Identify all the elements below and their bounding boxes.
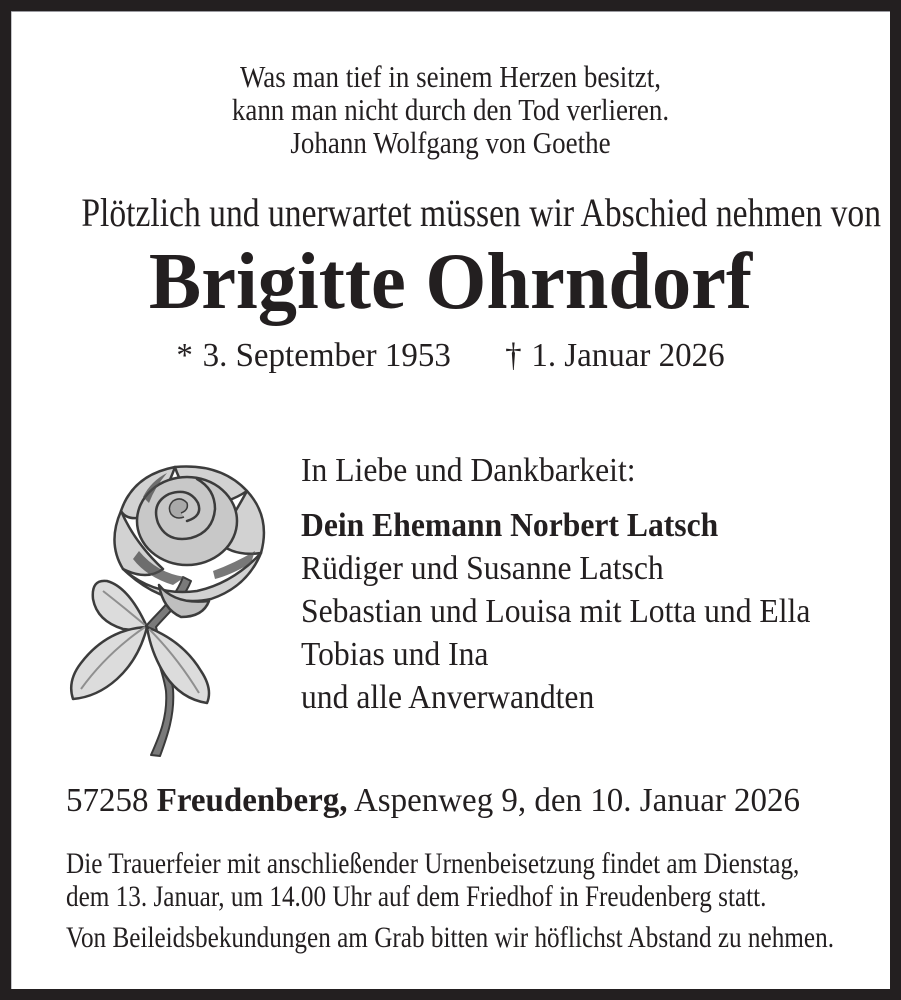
rose-illustration	[63, 459, 281, 757]
mourner-line: Tobias und Ina	[301, 636, 489, 673]
condolence-note: Von Beileidsbekundungen am Grab bitten wir höflichst Abstand zu nehmen.	[66, 921, 835, 954]
mourner-line: Dein Ehemann Norbert Latsch	[301, 507, 719, 544]
mourner-line: Rüdiger und Susanne Latsch	[301, 550, 664, 587]
mourner-line: und alle Anverwandten	[301, 679, 595, 716]
funeral-info	[66, 847, 799, 913]
birth-date-text: 3. September 1953	[202, 337, 451, 374]
mourner-line: Sebastian und Louisa mit Lotta und Ella	[301, 593, 811, 630]
quote-attribution: Johann Wolfgang von Goethe	[290, 125, 611, 160]
announcement-intro: Plötzlich und unerwartet müssen wir Abschied nehmen von	[81, 190, 882, 235]
mourners-block	[301, 450, 810, 719]
dateline-rest: Aspenweg 9, den 10. Januar 2026	[347, 782, 801, 819]
quote-line-1: Was man tief in seinem Herzen besitzt,	[240, 59, 661, 94]
death-date	[505, 337, 724, 375]
birth-date	[176, 337, 450, 375]
death-cross-icon: †	[505, 337, 522, 374]
deceased-name: Brigitte Ohrndorf	[148, 238, 753, 326]
quote-line-2: kann man nicht durch den Tod verlieren.	[231, 92, 670, 127]
birth-star-icon: *	[176, 337, 193, 374]
death-date-text: 1. Januar 2026	[531, 337, 725, 374]
life-dates	[24, 337, 877, 375]
place-dateline	[66, 782, 800, 820]
funeral-info-line-1: Die Trauerfeier mit anschließender Urnenbeisetzung findet am Dienstag,	[66, 847, 800, 880]
memorial-quote	[68, 60, 833, 159]
postal-code: 57258	[66, 782, 157, 819]
funeral-info-line-2: dem 13. Januar, um 14.00 Uhr auf dem Friedhof in Freudenberg statt.	[66, 880, 767, 913]
mourners-heading: In Liebe und Dankbarkeit:	[301, 452, 636, 489]
city-name: Freudenberg,	[156, 782, 348, 819]
